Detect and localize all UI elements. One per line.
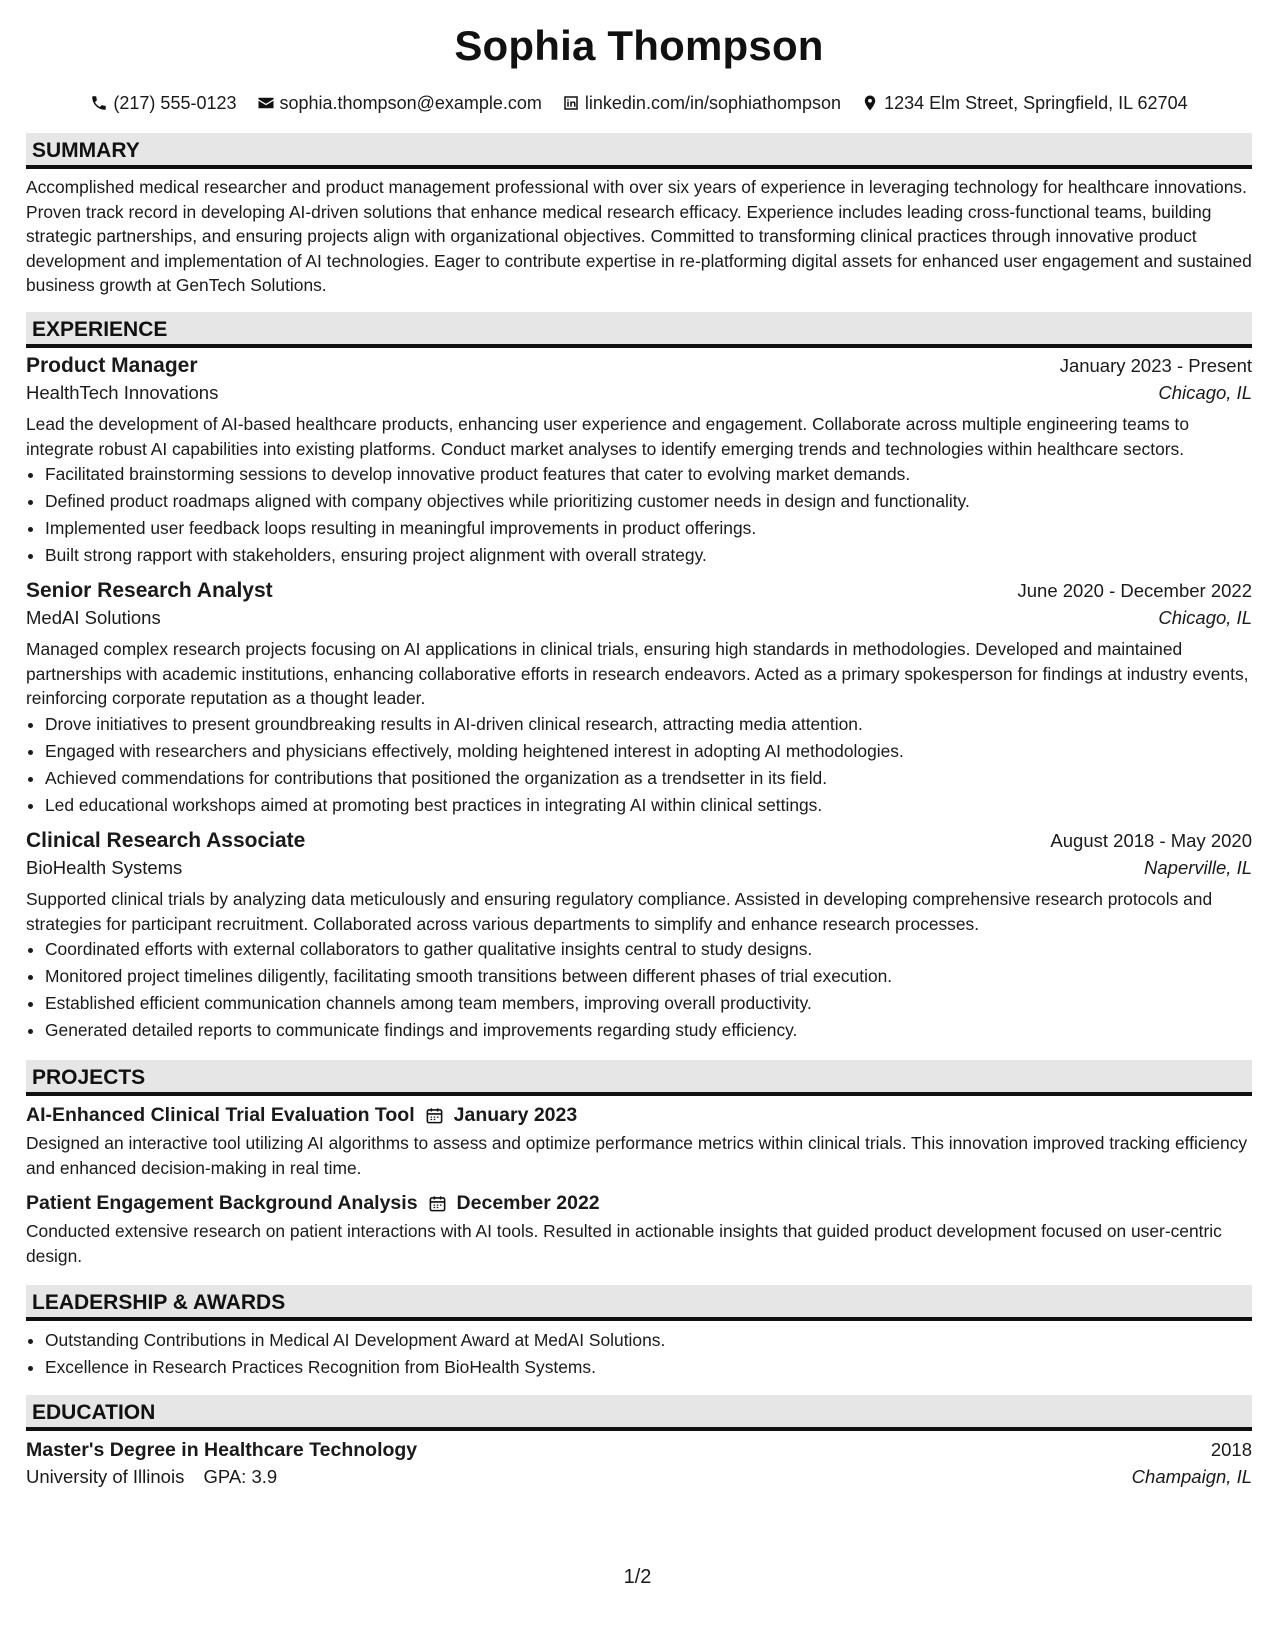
calendar-icon <box>425 1106 444 1125</box>
list-item: • Excellence in Research Practices Recognition from BioHealth Systems. <box>45 1354 1252 1381</box>
job-dates: August 2018 - May 2020 <box>1050 829 1252 851</box>
calendar-icon <box>428 1194 447 1213</box>
job-bullets <box>26 461 1252 569</box>
job-bullets <box>26 711 1252 819</box>
list-item: • Achieved commendations for contributions that positioned the organization as a trendsetter in its field. <box>45 765 1252 792</box>
awards-heading: LEADERSHIP & AWARDS <box>26 1285 1252 1321</box>
job-company: MedAI Solutions <box>26 607 161 629</box>
list-item: • Engaged with researchers and physicians effectively, molding heightened interest in adopting AI methodologies. <box>45 738 1252 765</box>
project-description: Conducted extensive research on patient interactions with AI tools. Resulted in actionable insights that guided product development focused on user-centric design. <box>26 1221 1222 1266</box>
job-bullets <box>26 936 1252 1044</box>
list-item: • Drove initiatives to present groundbreaking results in AI-driven clinical research, attracting media attention. <box>45 711 1252 738</box>
projects-heading: PROJECTS <box>26 1060 1252 1096</box>
education-entry <box>26 1439 1252 1488</box>
job-title: Clinical Research Associate <box>26 828 306 852</box>
phone-text: (217) 555-0123 <box>113 92 237 113</box>
project-description: Designed an interactive tool utilizing AI algorithms to assess and optimize performance metrics within clinical trials. This innovation improved tracking efficiency and enhanced decision-making in real time. <box>26 1133 1248 1178</box>
gpa: GPA: 3.9 <box>203 1465 278 1487</box>
linkedin-icon <box>562 94 580 112</box>
email-icon <box>257 94 275 112</box>
address-text: 1234 Elm Street, Springfield, IL 62704 <box>884 92 1188 113</box>
summary-heading: SUMMARY <box>26 133 1252 169</box>
candidate-name: Sophia Thompson <box>454 22 824 69</box>
resume-page <box>26 0 1252 1488</box>
job-dates: June 2020 - December 2022 <box>1017 580 1252 602</box>
project-entry <box>26 1192 1252 1268</box>
phone-icon <box>90 94 108 112</box>
job-company: HealthTech Innovations <box>26 381 219 403</box>
list-item: • Built strong rapport with stakeholders, ensuring project alignment with overall strategy. <box>45 542 1252 569</box>
project-entry <box>26 1104 1252 1180</box>
job-title: Product Manager <box>26 353 198 377</box>
job-entry <box>26 354 1252 569</box>
summary-text: Accomplished medical researcher and product management professional with over six years of experience in leveraging technology for healthcare innovations. Proven track record in developing AI-driven solutions that enhance medical research efficacy. Experience includes leading cross-functional teams, building strategic partnerships, and ensuring projects align with organizational objectives. Committed to transforming clinical practices through innovative product development and implementation of AI technologies. Eager to contribute expertise in re-platforming digital assets for enhanced user engagement and sustained business growth at GenTech Solutions. <box>26 177 1252 296</box>
project-title: AI-Enhanced Clinical Trial Evaluation Tool <box>26 1104 415 1127</box>
contact-linkedin[interactable] <box>562 93 841 114</box>
school-location: Champaign, IL <box>1131 1465 1252 1487</box>
list-item: • Facilitated brainstorming sessions to develop innovative product features that cater to evolving market demands. <box>45 461 1252 488</box>
contact-email[interactable] <box>257 93 542 114</box>
degree-title: Master's Degree in Healthcare Technology <box>26 1438 418 1461</box>
job-description: Lead the development of AI-based healthcare products, enhancing user experience and engagement. Collaborate across multiple engineering teams to integrate robust AI capabilities into existing platforms. Conduct market analyses to identify emerging trends and technologies within healthcare sectors. <box>26 413 1190 459</box>
contact-phone <box>90 93 236 114</box>
project-title: Patient Engagement Background Analysis <box>26 1192 418 1215</box>
job-description: Supported clinical trials by analyzing data meticulously and ensuring regulatory compliance. Assisted in developing comprehensive research protocols and strategies for participant recruitment. Collaborated across various departments to simplify and enhance research processes. <box>26 888 1213 934</box>
project-date: January 2023 <box>453 1104 578 1127</box>
job-location: Chicago, IL <box>1158 381 1252 403</box>
list-item: • Defined product roadmaps aligned with company objectives while prioritizing customer needs in design and functionality. <box>45 488 1252 515</box>
list-item: • Coordinated efforts with external collaborators to gather qualitative insights central to study designs. <box>45 936 1252 963</box>
job-company: BioHealth Systems <box>26 856 183 878</box>
job-dates: January 2023 - Present <box>1059 354 1252 376</box>
list-item: • Monitored project timelines diligently, facilitating smooth transitions between different phases of trial execution. <box>45 963 1252 990</box>
job-title: Senior Research Analyst <box>26 579 273 603</box>
contact-bar <box>26 90 1252 116</box>
job-location: Naperville, IL <box>1144 856 1252 878</box>
awards-list <box>26 1327 1252 1381</box>
project-date: December 2022 <box>456 1192 600 1215</box>
experience-heading: EXPERIENCE <box>26 312 1252 348</box>
education-heading: EDUCATION <box>26 1395 1252 1431</box>
school-name: University of Illinois <box>26 1465 185 1487</box>
job-entry <box>26 829 1252 1044</box>
list-item: • Generated detailed reports to communicate findings and improvements regarding study efficiency. <box>45 1017 1252 1044</box>
list-item: • Implemented user feedback loops resulting in meaningful improvements in product offerings. <box>45 515 1252 542</box>
list-item: • Established efficient communication channels among team members, improving overall productivity. <box>45 990 1252 1017</box>
page-number: 1/2 <box>623 1566 652 1588</box>
list-item: • Led educational workshops aimed at promoting best practices in integrating AI within clinical settings. <box>45 792 1252 819</box>
contact-address <box>861 93 1188 114</box>
job-entry <box>26 579 1252 819</box>
job-location: Chicago, IL <box>1158 607 1252 629</box>
graduation-year: 2018 <box>1210 1438 1252 1460</box>
email-text[interactable]: sophia.thompson@example.com <box>279 92 542 113</box>
job-description: Managed complex research projects focusing on AI applications in clinical trials, ensuring high standards in methodologies. Developed and maintained partnerships with academic institutions, enhancing collaborative efforts in research endeavors. Acted as a primary spokesperson for findings at industry events, reinforcing corporate reputation as a thought leader. <box>26 639 1249 709</box>
list-item: • Outstanding Contributions in Medical AI Development Award at MedAI Solutions. <box>45 1327 1252 1354</box>
linkedin-text[interactable]: linkedin.com/in/sophiathompson <box>584 92 842 113</box>
location-pin-icon <box>861 94 879 112</box>
